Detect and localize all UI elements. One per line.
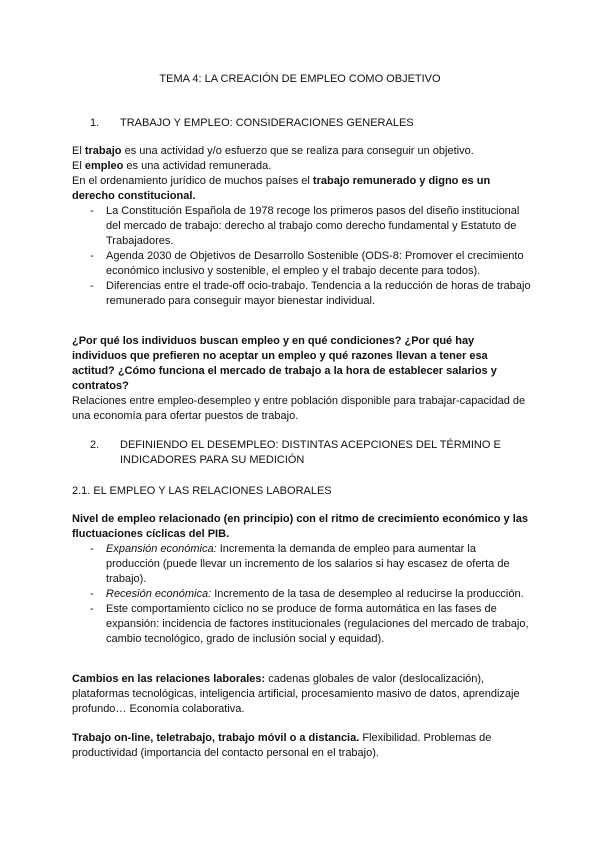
- page-title: TEMA 4: LA CREACIÓN DE EMPLEO COMO OBJETIVO: [159, 73, 441, 85]
- list-item: - La Constitución Española de 1978 recoge los primeros pasos del diseño institucional del mercado de trabajo: derecho al trabajo como derecho fundamental y Estatuto de Trabajadores.: [72, 204, 532, 249]
- changes-paragraph: [72, 672, 532, 717]
- list-item: - Agenda 2030 de Objetivos de Desarrollo Sostenible (ODS-8: Promover el crecimiento económico inclusivo y sostenible, el empleo y el trabajo decente para todos).: [72, 249, 532, 279]
- text: En el ordenamiento jurídico de muchos países el: [72, 175, 313, 187]
- relations-paragraph: Relaciones entre empleo-desempleo y entre población disponible para trabajar-capacidad de una economía para ofertar puestos de trabajo.: [72, 395, 526, 422]
- paragraph-derecho: [72, 174, 532, 204]
- text: es una actividad y/o esfuerzo que se realiza para conseguir un objetivo.: [121, 145, 474, 157]
- section-title: TRABAJO Y EMPLEO: CONSIDERACIONES GENERALES: [120, 117, 414, 129]
- question-paragraph: [72, 334, 532, 394]
- list-item: [72, 602, 532, 647]
- section-number: 2.: [90, 439, 100, 451]
- bold-term: trabajo remunerado y digno es un derecho constitucional.: [72, 175, 491, 202]
- text: Este comportamiento cíclico no se produce de forma automática en las fases de expansión: incidencia de factores institucionales (regulaciones del mercado de trabajo, cambio tecnológico, grado de inclusión social y equidad).: [106, 603, 529, 645]
- bullet-list-2: [72, 542, 532, 647]
- list-item: [72, 587, 532, 602]
- list-item: - Diferencias entre el trade-off ocio-trabajo. Tendencia a la reducción de horas de trabajo remunerado para conseguir mayor bienestar individual.: [72, 279, 532, 309]
- text: es una actividad remunerada.: [123, 160, 272, 172]
- bold-term: Cambios en las relaciones laborales:: [72, 673, 266, 685]
- text: Incremento de la tasa de desempleo al reducirse la producción.: [211, 588, 524, 600]
- subsection-heading: 2.1. EL EMPLEO Y LAS RELACIONES LABORALES: [72, 485, 332, 497]
- remote-paragraph: [72, 731, 532, 761]
- text: Incrementa la demanda de empleo para aumentar la producción (puede llevar un incremento de los salarios si hay escasez de oferta de trabajo).: [106, 543, 510, 585]
- italic-term: Recesión económica:: [106, 588, 212, 600]
- bullet-list-1: [72, 204, 532, 309]
- text: cadenas globales de valor (deslocalización), plataformas tecnológicas, inteligencia artificial, procesamiento masivo de datos, aprendizaje profundo… Economía colaborativa.: [72, 673, 520, 715]
- paragraph-trabajo: [72, 144, 532, 159]
- text: El: [72, 145, 85, 157]
- paragraph-empleo: [72, 159, 532, 174]
- section-title: DEFINIENDO EL DESEMPLEO: DISTINTAS ACEPCIONES DEL TÉRMINO E INDICADORES PARA SU MEDICIÓN: [120, 439, 501, 466]
- bold-term: Trabajo on-line, teletrabajo, trabajo móvil o a distancia.: [72, 732, 360, 744]
- bold-intro: Nivel de empleo relacionado (en principio) con el ritmo de crecimiento económico y las fluctuaciones cíclicas del PIB.: [72, 513, 529, 540]
- bold-text: Nivel de empleo relacionado (en principio) con el ritmo de crecimiento económico y las fluctuaciones cíclicas del PIB: [72, 513, 529, 540]
- bold-term: trabajo: [84, 145, 122, 157]
- text: El: [72, 160, 85, 172]
- bold-term: empleo: [84, 160, 124, 172]
- list-item: [72, 542, 532, 587]
- italic-term: Expansión económica:: [106, 543, 217, 555]
- text: Flexibilidad. Problemas de productividad (importancia del contacto personal en el trabajo).: [72, 732, 492, 759]
- question-text: ¿Por qué los individuos buscan empleo y en qué condiciones? ¿Por qué hay individuos que prefieren no aceptar un empleo y qué razones llevan a tener esa actitud? ¿Cómo funciona el mercado de trabajo a la hora de establecer salarios y contratos?: [72, 335, 497, 392]
- section-1-heading: [72, 116, 532, 131]
- section-number: 1.: [90, 117, 100, 129]
- section-2-heading: [72, 438, 532, 468]
